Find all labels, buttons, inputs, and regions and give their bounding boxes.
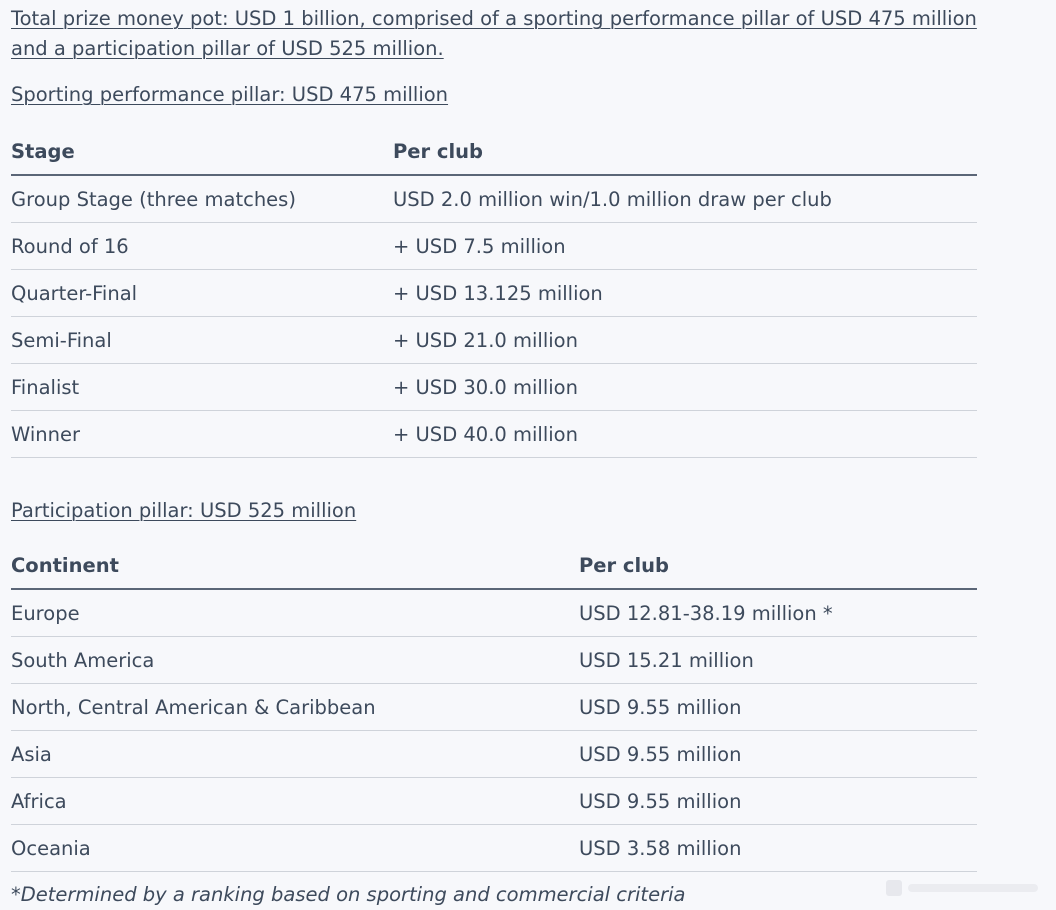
stage-cell: Round of 16 — [11, 223, 393, 270]
amount-cell: + USD 30.0 million — [393, 364, 977, 411]
table-header-row — [11, 128, 977, 175]
amount-cell: USD 9.55 million — [579, 778, 977, 825]
table-row — [11, 589, 977, 637]
amount-cell: + USD 21.0 million — [393, 317, 977, 364]
table-row — [11, 270, 977, 317]
stage-cell: Finalist — [11, 364, 393, 411]
amount-cell: USD 9.55 million — [579, 731, 977, 778]
watermark-logo-icon — [886, 875, 1046, 901]
intro-link[interactable]: Total prize money pot: USD 1 billion, comprised of a sporting performance pillar of USD 475 million and a participation pillar of USD 525 million. — [11, 7, 977, 60]
table-row — [11, 825, 977, 872]
table-row — [11, 778, 977, 825]
stage-cell: Group Stage (three matches) — [11, 175, 393, 223]
amount-cell: USD 12.81-38.19 million * — [579, 589, 977, 637]
continent-cell: Asia — [11, 731, 579, 778]
column-header-per-club: Per club — [393, 128, 977, 175]
participation-pillar-link[interactable]: Participation pillar: USD 525 million — [11, 499, 357, 522]
footnote: *Determined by a ranking based on sporting and commercial criteria — [11, 883, 686, 906]
table-row — [11, 317, 977, 364]
table-header-row — [11, 542, 977, 589]
table-row — [11, 684, 977, 731]
participation-pillar-table — [11, 542, 977, 872]
column-header-stage: Stage — [11, 128, 393, 175]
continent-cell: Europe — [11, 589, 579, 637]
column-header-continent: Continent — [11, 542, 579, 589]
stage-cell: Semi-Final — [11, 317, 393, 364]
table-row — [11, 175, 977, 223]
continent-cell: Oceania — [11, 825, 579, 872]
amount-cell: + USD 13.125 million — [393, 270, 977, 317]
stage-cell: Quarter-Final — [11, 270, 393, 317]
table-row — [11, 731, 977, 778]
amount-cell: USD 15.21 million — [579, 637, 977, 684]
table-row — [11, 637, 977, 684]
table-row — [11, 223, 977, 270]
table-row — [11, 411, 977, 458]
sporting-pillar-table — [11, 128, 977, 458]
amount-cell: + USD 40.0 million — [393, 411, 977, 458]
stage-cell: Winner — [11, 411, 393, 458]
sporting-pillar-link[interactable]: Sporting performance pillar: USD 475 million — [11, 83, 449, 106]
amount-cell: USD 2.0 million win/1.0 million draw per club — [393, 175, 977, 223]
amount-cell: USD 3.58 million — [579, 825, 977, 872]
continent-cell: North, Central American & Caribbean — [11, 684, 579, 731]
amount-cell: USD 9.55 million — [579, 684, 977, 731]
continent-cell: South America — [11, 637, 579, 684]
continent-cell: Africa — [11, 778, 579, 825]
table-row — [11, 364, 977, 411]
column-header-per-club: Per club — [579, 542, 977, 589]
article-content — [11, 0, 977, 910]
amount-cell: + USD 7.5 million — [393, 223, 977, 270]
